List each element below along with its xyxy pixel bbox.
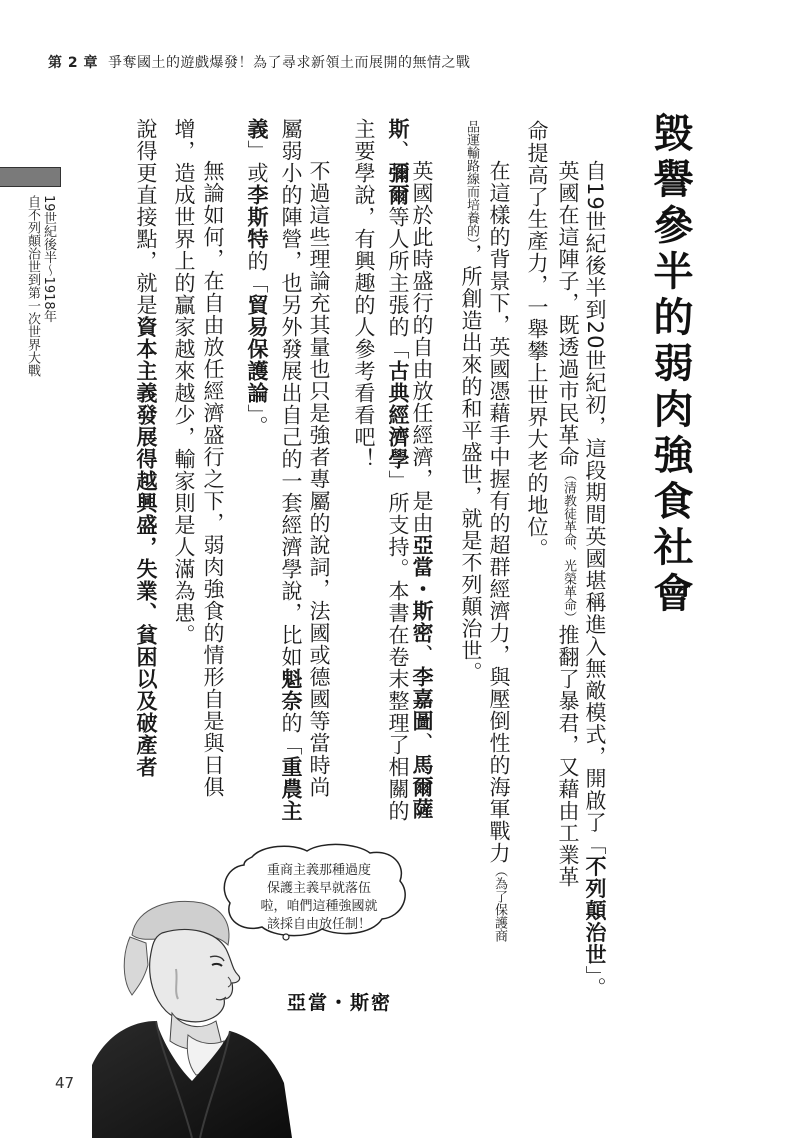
text-run: 的「 — [245, 250, 269, 294]
text-run: 屬弱小的陣營，也另外發展出自己的一套經濟學說，比如 — [279, 118, 303, 668]
text-run: ，所創造出來的和平盛世，就是不列顛治世。 — [459, 243, 483, 684]
bold-term: 不列顛治世 — [583, 855, 607, 966]
text-run: 的「 — [279, 712, 303, 756]
inline-note: 品運輸路線而培養的） — [464, 120, 479, 244]
inline-note: （清教徒革命、光榮革命） — [561, 468, 576, 624]
bold-term: 彌爾 — [386, 162, 410, 206]
text-run: 」。 — [583, 965, 607, 999]
text-column — [306, 160, 332, 798]
bold-term: 古典經濟學 — [386, 360, 410, 470]
text-run: 」或 — [245, 140, 269, 184]
bubble-line: 重商主義那種過度 — [266, 863, 371, 878]
text-column — [133, 118, 159, 778]
running-header — [48, 52, 471, 72]
text-run: 、 — [386, 140, 410, 162]
bold-term: 斯 — [386, 118, 410, 140]
section-title: 毀譽參半的弱肉強食社會 — [647, 112, 693, 618]
bold-term: 重農主 — [279, 756, 303, 822]
text-column — [409, 160, 435, 820]
adam-smith-portrait — [92, 895, 292, 1138]
bubble-line: 該採自由放任制！ — [266, 917, 371, 932]
bold-term: 馬爾薩 — [410, 754, 434, 820]
text-column — [244, 118, 270, 438]
text-run: 推翻了暴君，又藉由工業革 — [556, 624, 580, 888]
text-column — [524, 120, 550, 560]
text-run: 英國在這陣子，既透過市民革命 — [556, 160, 580, 468]
text-run: 等人所主張的「 — [386, 206, 410, 360]
chapter-tab-marker — [0, 167, 61, 187]
text-column — [278, 118, 304, 822]
text-column — [582, 160, 608, 999]
text-run: 不過這些理論充其量也只是強者專屬的說詞，法國或德國等當時尚 — [307, 160, 331, 798]
text-run: 說得更直接點，就是 — [134, 118, 158, 316]
text-run: 主要學說，有興趣的人參考看看吧！ — [352, 118, 376, 470]
bold-term: 亞當・斯密 — [410, 534, 434, 644]
chapter-title: 爭奪國土的遊戲爆發！為了尋求新領土而展開的無情之戰 — [108, 55, 471, 71]
text-run: 無論如何，在自由放任經濟盛行之下，弱肉強食的情形自是與日俱 — [201, 160, 225, 798]
text-column — [486, 160, 512, 942]
bold-term: 李嘉圖 — [410, 666, 434, 732]
text-column — [458, 120, 484, 684]
text-column — [171, 118, 197, 646]
side-label-era: 自不列顛治世到第一次世界大戰 — [25, 195, 40, 377]
text-run: 、 — [410, 732, 434, 754]
text-run: 在這樣的背景下，英國憑藉手中握有的超群經濟力，與壓倒性的海軍戰力 — [487, 160, 511, 864]
bold-term: 資本主義發展得越興盛，失業、貧困以及破產者 — [134, 316, 158, 778]
text-column — [200, 160, 226, 798]
side-label-years: 19世紀後半〜1918年 — [41, 195, 56, 323]
text-run: 英國於此時盛行的自由放任經濟，是由 — [410, 160, 434, 534]
text-column — [351, 118, 377, 470]
portrait-caption: 亞當・斯密 — [287, 992, 393, 1014]
text-run: 增，造成世界上的贏家越來越少，輸家則是人滿為患。 — [172, 118, 196, 646]
bubble-line: 保護主義早就落伍 — [266, 881, 371, 896]
chapter-label: 第 2 章 — [48, 55, 98, 71]
text-run: 命提高了生產力，一舉攀上世界大老的地位。 — [525, 120, 549, 560]
bold-term: 貿易保護論 — [245, 294, 269, 404]
text-column — [555, 160, 581, 888]
text-run: 自19世紀後半到20世紀初，這段期間英國堪稱進入無敵模式，開啟了「 — [583, 160, 607, 856]
text-run: 」所支持。本書在卷末整理了相關的 — [386, 470, 410, 822]
page-number: 47 — [55, 1074, 75, 1092]
inline-note: （為了保護商 — [492, 864, 507, 942]
bold-term: 魁奈 — [279, 668, 303, 712]
bold-term: 義 — [245, 118, 269, 140]
text-run: 」。 — [245, 404, 269, 438]
bold-term: 李斯特 — [245, 184, 269, 250]
text-run: 、 — [410, 644, 434, 666]
bubble-line: 啦，咱們這種強國就 — [260, 899, 378, 914]
text-column — [385, 118, 411, 822]
